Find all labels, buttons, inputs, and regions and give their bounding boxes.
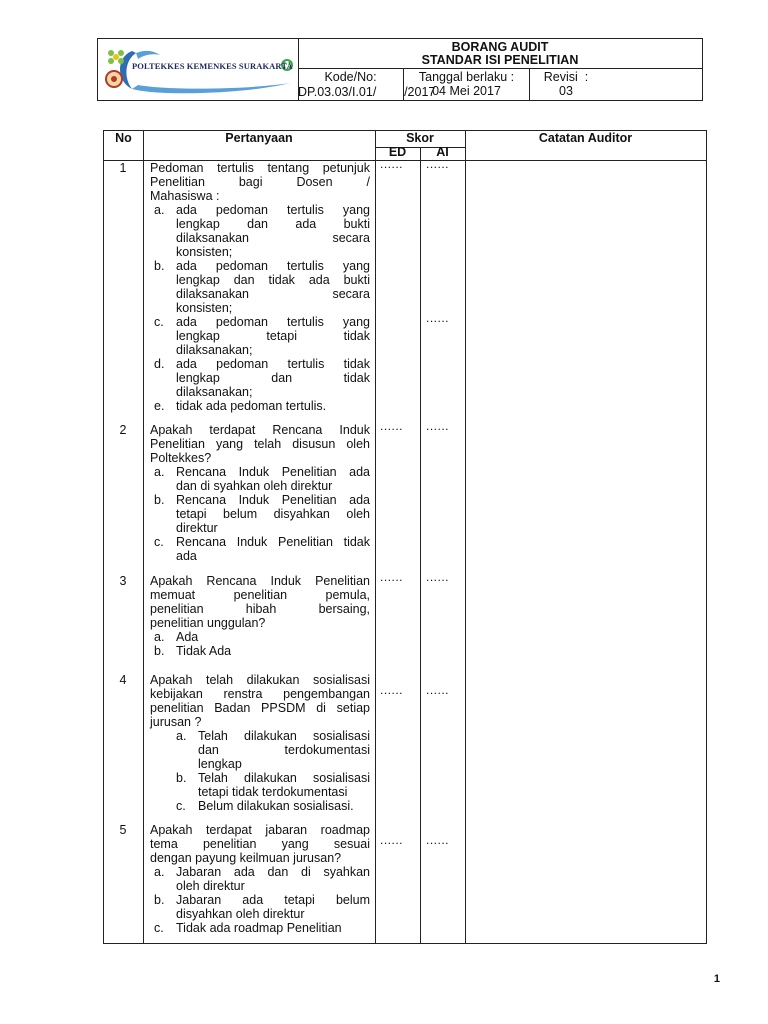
question-text: Pedoman tertulis tentang petunjuk [150, 161, 370, 175]
ed-score-field[interactable]: ...... [380, 833, 404, 847]
answer-option [154, 630, 370, 644]
option-text: ada pedoman tertulis tidak [176, 357, 370, 371]
option-text: ada pedoman tertulis yang [176, 315, 370, 329]
option-text: Telah dilakukan sosialisasi [198, 729, 370, 743]
kode-label: Kode/No: [324, 70, 377, 84]
document-header [97, 38, 703, 101]
question-text: tema penelitian yang sesuai [150, 837, 370, 851]
answer-option [154, 865, 370, 893]
row-number: 2 [119, 423, 127, 437]
question-text: Apakah terdapat jabaran roadmap [150, 823, 370, 837]
question-block [150, 574, 370, 658]
tanggal-cell [403, 69, 530, 100]
col-header-catatan-auditor: Catatan Auditor [538, 131, 633, 145]
option-text: Telah dilakukan sosialisasi [198, 771, 370, 785]
option-text: konsisten; [176, 301, 233, 315]
question-block [150, 161, 370, 413]
question-text: dengan payung keilmuan jurusan? [150, 851, 342, 865]
option-text: ada pedoman tertulis yang [176, 203, 370, 217]
document-title [298, 39, 702, 69]
option-text: lengkap dan ada bukti [176, 217, 370, 231]
option-text: Jabaran ada dan di syahkan [176, 865, 370, 879]
option-text: tetapi belum disyahkan oleh [176, 507, 370, 521]
option-text: dan di syahkan oleh direktur [176, 479, 333, 493]
answer-option [176, 799, 370, 813]
title-line-2: STANDAR ISI PENELITIAN [421, 53, 579, 67]
col-header-ed: ED [388, 145, 407, 159]
ed-score-field[interactable]: ...... [380, 570, 404, 584]
ai-score-field[interactable]: ...... [426, 419, 450, 433]
ed-score-field[interactable]: ...... [380, 157, 404, 171]
option-text: Rencana Induk Penelitian tidak [176, 535, 370, 549]
tanggal-value: 04 Mei 2017 [432, 84, 501, 98]
option-label: b. [176, 771, 187, 785]
ai-score-field[interactable]: ...... [426, 833, 450, 847]
option-text: lengkap [198, 757, 242, 771]
option-label: e. [154, 399, 165, 413]
ai-score-field[interactable]: ...... [426, 157, 450, 171]
question-block [150, 823, 370, 935]
row-number: 5 [119, 823, 127, 837]
option-label: c. [154, 921, 164, 935]
kode-value: DP.03.03/I.01/ /2017 [298, 85, 436, 99]
option-text: disyahkan oleh direktur [176, 907, 305, 921]
revisi-value: 03 [559, 84, 573, 98]
answer-option [154, 465, 370, 493]
page-number: 1 [713, 973, 720, 985]
ai-score-field[interactable]: ...... [426, 570, 450, 584]
answer-option [154, 315, 370, 357]
question-text: kebijakan renstra pengembangan [150, 687, 370, 701]
answer-option [154, 535, 370, 563]
answer-option [154, 493, 370, 535]
option-label: b. [154, 893, 165, 907]
option-label: a. [154, 203, 165, 217]
answer-option [154, 921, 370, 935]
option-text: Belum dilakukan sosialisasi. [198, 799, 354, 813]
question-text: penelitian hibah bersaing, [150, 602, 370, 616]
option-text: tetapi tidak terdokumentasi [198, 785, 348, 799]
option-text: lengkap tetapi tidak [176, 329, 370, 343]
revisi-cell [530, 69, 602, 100]
option-text: lengkap dan tidak ada bukti [176, 273, 370, 287]
option-text: oleh direktur [176, 879, 245, 893]
question-text: Apakah Rencana Induk Penelitian [150, 574, 370, 588]
option-text: ada pedoman tertulis yang [176, 259, 370, 273]
question-text: Apakah telah dilakukan sosialisasi [150, 673, 370, 687]
answer-option [154, 259, 370, 315]
answer-option [176, 729, 370, 771]
ai-score-field[interactable]: ...... [426, 683, 450, 697]
row-number: 1 [119, 161, 127, 175]
option-text: dilaksanakan; [176, 343, 253, 357]
logo-cell [98, 39, 299, 100]
ed-score-field[interactable]: ...... [380, 683, 404, 697]
answer-option [176, 771, 370, 799]
option-text: konsisten; [176, 245, 233, 259]
option-text: Tidak ada roadmap Penelitian [176, 921, 342, 935]
col-header-skor: Skor [406, 131, 434, 145]
option-text: ada [176, 549, 197, 563]
option-label: b. [154, 259, 165, 273]
option-text: Jabaran ada tetapi belum [176, 893, 370, 907]
option-label: c. [154, 535, 164, 549]
option-text: Tidak Ada [176, 644, 232, 658]
option-label: b. [154, 493, 165, 507]
question-text: Mahasiswa : [150, 189, 220, 203]
option-label: a. [154, 865, 165, 879]
audit-table [103, 130, 707, 944]
question-text: Apakah terdapat Rencana Induk [150, 423, 370, 437]
option-text: Rencana Induk Penelitian ada [176, 465, 370, 479]
question-block [150, 673, 370, 813]
title-line-1: BORANG AUDIT [451, 40, 549, 54]
institution-name: POLTEKKES KEMENKES SURAKARTA [132, 61, 293, 71]
tanggal-label: Tanggal berlaku : [418, 70, 515, 84]
answer-option [154, 203, 370, 259]
question-text: Penelitian bagi Dosen / [150, 175, 370, 189]
option-label: b. [154, 644, 165, 658]
option-text: dilaksanakan secara [176, 231, 370, 245]
revisi-label: Revisi : [543, 70, 589, 84]
question-text: penelitian Badan PPSDM di setiap [150, 701, 370, 715]
answer-option [154, 893, 370, 921]
option-label: c. [176, 799, 186, 813]
option-text: tidak ada pedoman tertulis. [176, 399, 327, 413]
question-text: memuat penelitian pemula, [150, 588, 370, 602]
option-label: a. [154, 465, 165, 479]
option-text: lengkap dan tidak [176, 371, 370, 385]
ed-score-field[interactable]: ...... [380, 419, 404, 433]
question-text: penelitian unggulan? [150, 616, 266, 630]
question-text: Penelitian yang telah disusun oleh [150, 437, 370, 451]
option-text: Rencana Induk Penelitian ada [176, 493, 370, 507]
option-label: d. [154, 357, 165, 371]
row-number: 3 [119, 574, 127, 588]
question-block [150, 423, 370, 563]
row-number: 4 [119, 673, 127, 687]
option-text: direktur [176, 521, 218, 535]
col-header-ai: AI [436, 145, 449, 159]
option-text: dan terdokumentasi [198, 743, 370, 757]
answer-option [154, 357, 370, 399]
question-text: Poltekkes? [150, 451, 212, 465]
col-header-pertanyaan: Pertanyaan [225, 131, 293, 145]
answer-option [154, 644, 370, 658]
ai-score-field[interactable]: ...... [426, 311, 450, 325]
answer-option [154, 399, 370, 413]
option-label: a. [176, 729, 187, 743]
question-text: jurusan ? [150, 715, 202, 729]
option-text: Ada [176, 630, 199, 644]
option-text: dilaksanakan; [176, 385, 253, 399]
option-label: a. [154, 630, 165, 644]
col-header-no: No [115, 131, 132, 145]
option-text: dilaksanakan secara [176, 287, 370, 301]
option-label: c. [154, 315, 164, 329]
